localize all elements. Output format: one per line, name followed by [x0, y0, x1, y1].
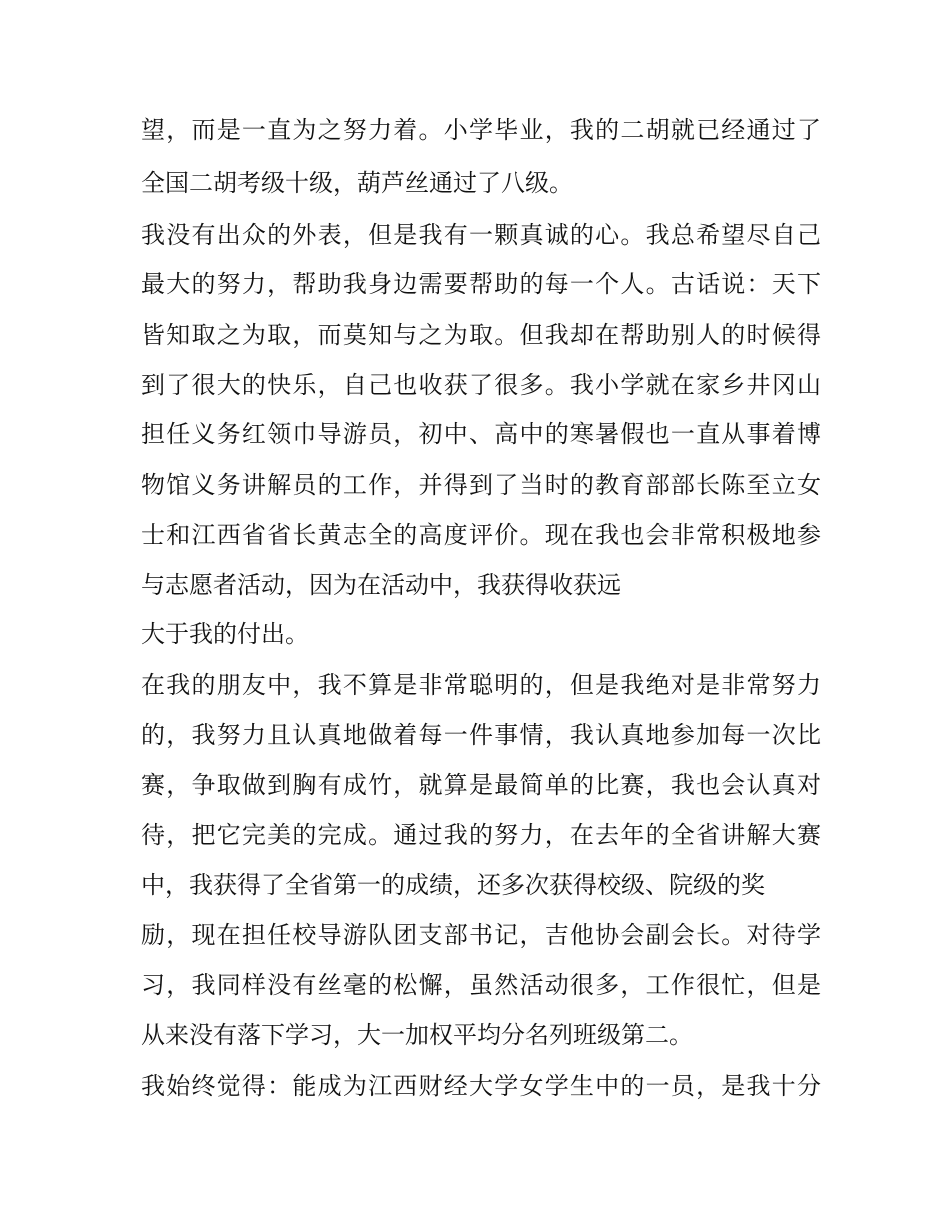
text-line-8: 物馆义务讲解员的工作，并得到了当时的教育部部长陈至立女 — [141, 471, 821, 499]
text-line-10: 与志愿者活动，因为在活动中，我获得收获远 — [141, 571, 621, 599]
text-line-1: 望，而是一直为之努力着。小学毕业，我的二胡就已经通过了 — [141, 116, 821, 144]
text-line-19: 从来没有落下学习，大一加权平均分名列班级第二。 — [141, 1021, 693, 1049]
text-line-6: 到了很大的快乐，自己也收获了很多。我小学就在家乡井冈山 — [141, 371, 821, 399]
text-line-9: 士和江西省省长黄志全的高度评价。现在我也会非常积极地参 — [141, 521, 821, 549]
text-line-20: 我始终觉得：能成为江西财经大学女学生中的一员，是我十分 — [141, 1072, 821, 1100]
text-line-12: 在我的朋友中，我不算是非常聪明的，但是我绝对是非常努力 — [141, 671, 821, 699]
text-line-15: 待，把它完美的完成。通过我的努力，在去年的全省讲解大赛 — [141, 821, 821, 849]
text-line-7: 担任义务红领巾导游员，初中、高中的寒暑假也一直从事着博 — [141, 420, 821, 448]
text-line-14: 赛，争取做到胸有成竹，就算是最简单的比赛，我也会认真对 — [141, 771, 821, 799]
text-line-4: 最大的努力，帮助我身边需要帮助的每一个人。古话说：天下 — [141, 270, 821, 298]
text-line-16: 中，我获得了全省第一的成绩，还多次获得校级、院级的奖 — [141, 871, 765, 899]
text-line-5: 皆知取之为取，而莫知与之为取。但我却在帮助别人的时候得 — [141, 321, 821, 349]
text-line-18: 习，我同样没有丝毫的松懈，虽然活动很多，工作很忙，但是 — [141, 971, 821, 999]
text-line-2: 全国二胡考级十级，葫芦丝通过了八级。 — [141, 169, 573, 197]
text-line-3: 我没有出众的外表，但是我有一颗真诚的心。我总希望尽自己 — [141, 221, 821, 249]
text-line-13: 的，我努力且认真地做着每一件事情，我认真地参加每一次比 — [141, 721, 821, 749]
text-line-11: 大于我的付出。 — [141, 620, 309, 648]
text-line-17: 励，现在担任校导游队团支部书记，吉他协会副会长。对待学 — [141, 921, 821, 949]
